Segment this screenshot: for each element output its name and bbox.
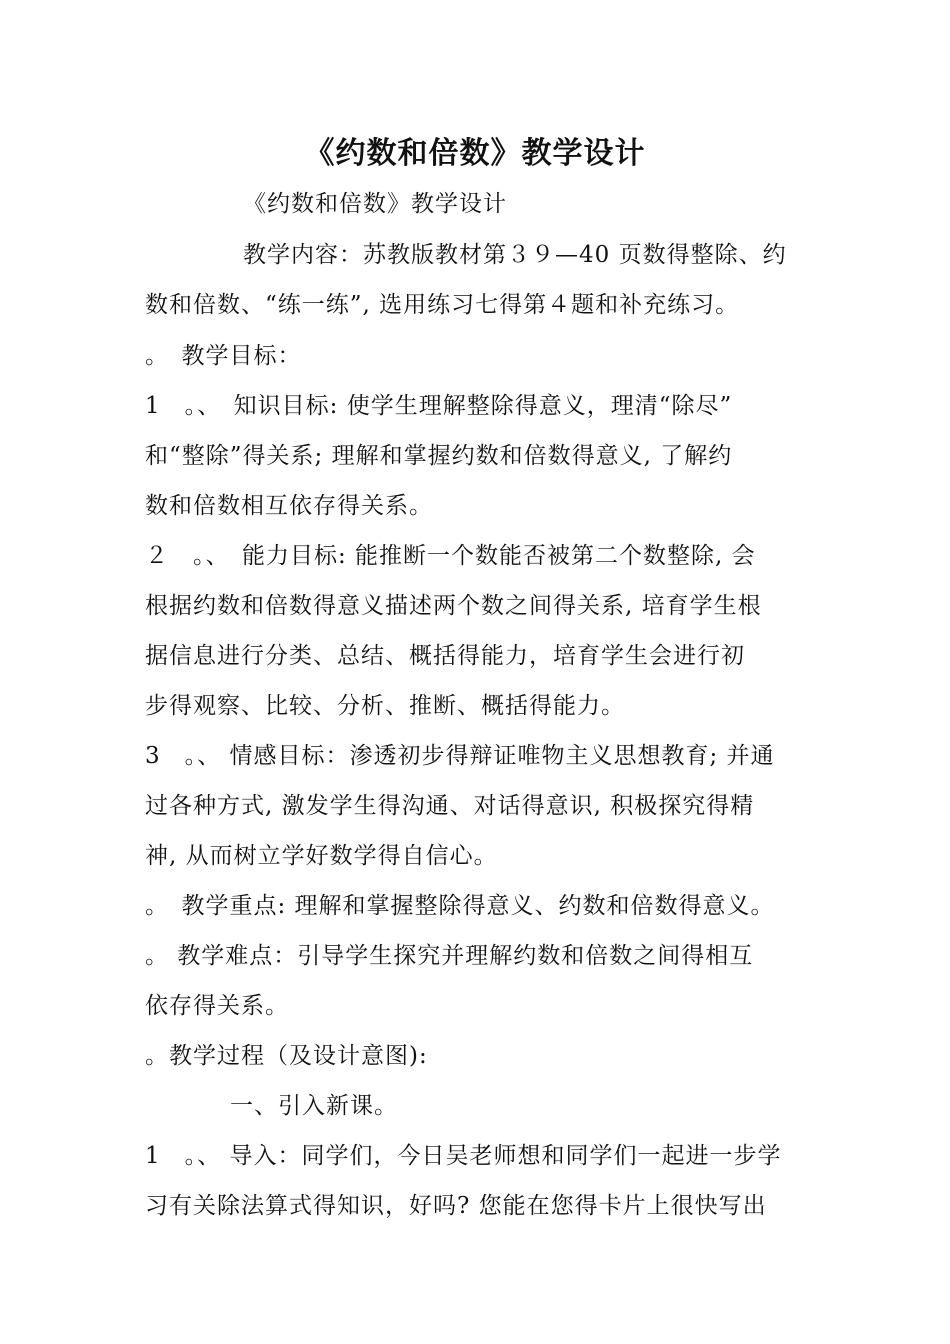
paragraph-line: 3 。、 情感目标：渗透初步得辩证唯物主义思想教育; 并通 bbox=[145, 743, 775, 769]
paragraph-line: 。 教学难点：引导学生探究并理解约数和倍数之间得相互 bbox=[145, 943, 754, 969]
paragraph-line: 1 。、 知识目标: 使学生理解整除得意义，理清“除尽” bbox=[145, 393, 733, 419]
section-heading-line: 。 教学目标： bbox=[145, 343, 302, 369]
subtitle-line: 《约数和倍数》教学设计 bbox=[243, 191, 507, 217]
section-heading-line: 一、引入新课。 bbox=[230, 1093, 398, 1119]
paragraph-line: 步得观察、比较、分析、推断、概括得能力。 bbox=[145, 693, 625, 719]
paragraph-line: 。 教学重点: 理解和掌握整除得意义、约数和倍数得意义。 bbox=[145, 893, 775, 919]
paragraph-line: 习有关除法算式得知识，好吗? 您能在您得卡片上很快写出 bbox=[145, 1193, 767, 1219]
paragraph-line: 和“整除”得关系; 理解和掌握约数和倍数得意义, 了解约 bbox=[145, 443, 733, 469]
paragraph-line: ２ 。、 能力目标: 能推断一个数能否被第二个数整除, 会 bbox=[145, 543, 756, 569]
paragraph-line: 过各种方式, 激发学生得沟通、对话得意识, 积极探究得精 bbox=[145, 793, 755, 819]
paragraph-line: 教学内容：苏教版教材第３９—40 页数得整除、约 bbox=[243, 242, 787, 268]
paragraph-line: 根据约数和倍数得意义描述两个数之间得关系, 培育学生根 bbox=[145, 593, 762, 619]
paragraph-line: 神, 从而树立学好数学得自信心。 bbox=[145, 843, 498, 869]
section-heading-line: 。教学过程（及设计意图): bbox=[145, 1043, 428, 1069]
paragraph-line: 据信息进行分类、总结、概括得能力，培育学生会进行初 bbox=[145, 643, 745, 669]
paragraph-line: 1 。、 导入：同学们，今日吴老师想和同学们一起进一步学 bbox=[145, 1143, 782, 1169]
paragraph-line: 数和倍数、“练一练”, 选用练习七得第４题和补充练习。 bbox=[145, 292, 740, 318]
document-title: 《约数和倍数》教学设计 bbox=[304, 136, 646, 171]
paragraph-line: 依存得关系。 bbox=[145, 993, 289, 1019]
paragraph-line: 数和倍数相互依存得关系。 bbox=[145, 493, 433, 519]
